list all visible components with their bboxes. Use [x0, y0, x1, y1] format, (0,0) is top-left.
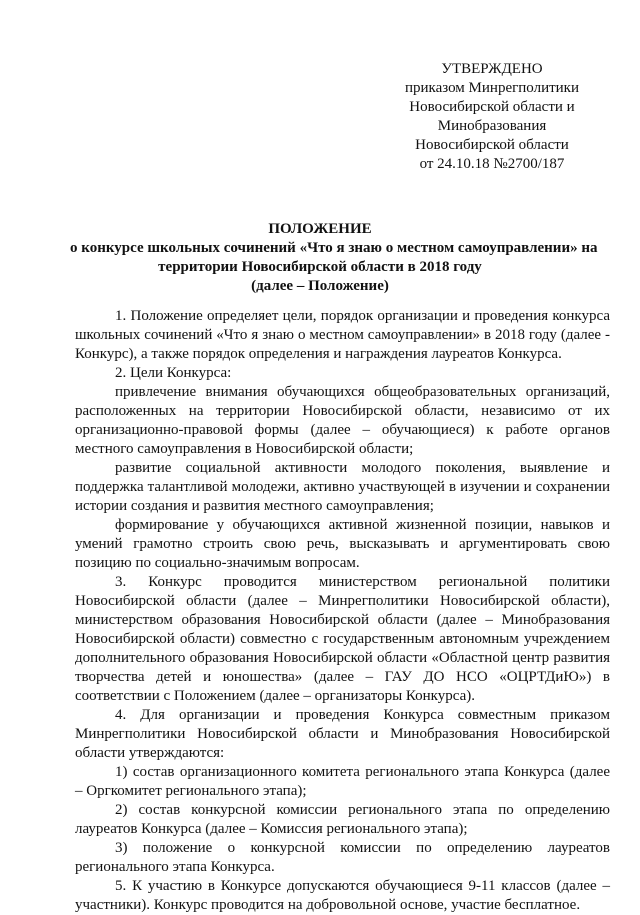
list-item: 3) положение о конкурсной комиссии по определению лауреатов регионального этапа Конкурса. [75, 840, 610, 875]
paragraph-2: 2. Цели Конкурса: [115, 365, 232, 381]
approval-stamp [392, 60, 592, 174]
goal-item: формирование у обучающихся активной жизненной позиции, навыков и умений грамотно строить свою речь, высказывать и аргументировать свою позицию по социально-значимым вопросам. [75, 517, 610, 571]
list-item: 2) состав конкурсной комиссии регионального этапа по определению лауреатов Конкурса (далее – Комиссия регионального этапа); [75, 802, 610, 837]
paragraph-5: 5. К участию в Конкурсе допускаются обучающиеся 9-11 классов (далее – участники). Конкурс проводится на добровольной основе, участие бесплатное. [75, 878, 610, 913]
title-heading: ПОЛОЖЕНИЕ [268, 221, 372, 237]
paragraph-1: 1. Положение определяет цели, порядок организации и проведения конкурса школьных сочинений «Что я знаю о местном самоуправлении» в 2018 году (далее - Конкурс), а также порядок определения и награждения лауреатов Конкурса. [75, 308, 610, 362]
goal-item: развитие социальной активности молодого поколения, выявление и поддержка талантливой молодежи, активно участвующей в изучении и сохранении истории создания и развития местного самоуправления; [75, 460, 610, 514]
list-item: 1) состав организационного комитета регионального этапа Конкурса (далее – Оргкомитет регионального этапа); [75, 764, 610, 799]
document-body [75, 307, 610, 915]
title-line: территории Новосибирской области в 2018 году [158, 259, 482, 275]
document-title [70, 220, 598, 296]
goal-item: привлечение внимания обучающихся общеобразовательных организаций, расположенных на территории Новосибирской области, независимо от их организационно-правовой формы (далее – обучающиеся) к работе органов местного самоуправления в Новосибирской области; [75, 384, 610, 457]
title-line: о конкурсе школьных сочинений «Что я знаю о местном самоуправлении» на [70, 240, 598, 256]
approval-line: Новосибирской области [415, 137, 569, 153]
title-line: (далее – Положение) [251, 278, 389, 294]
approval-line: приказом Минрегполитики [404, 80, 579, 96]
paragraph-3: 3. Конкурс проводится министерством региональной политики Новосибирской области (далее – Минрегполитики Новосибирской области), министерством образования Новосибирской области (далее – Минобразования Новосибирской области) совместно с государственным автономным учреждением дополнительного образования Новосибирской области «Областной центр развития творчества детей и юношества» (далее – ГАУ ДО НСО «ОЦРТДиЮ») в соответствии с Положением (далее – организаторы Конкурса). [75, 574, 610, 704]
approval-line: Новосибирской области и [409, 99, 575, 115]
approval-line: Минобразования [437, 118, 547, 134]
approval-line: УТВЕРЖДЕНО [441, 61, 543, 77]
paragraph-4: 4. Для организации и проведения Конкурса совместным приказом Минрегполитики Новосибирской области и Минобразования Новосибирской области утверждаются: [75, 707, 610, 761]
approval-line: от 24.10.18 №2700/187 [419, 156, 565, 172]
